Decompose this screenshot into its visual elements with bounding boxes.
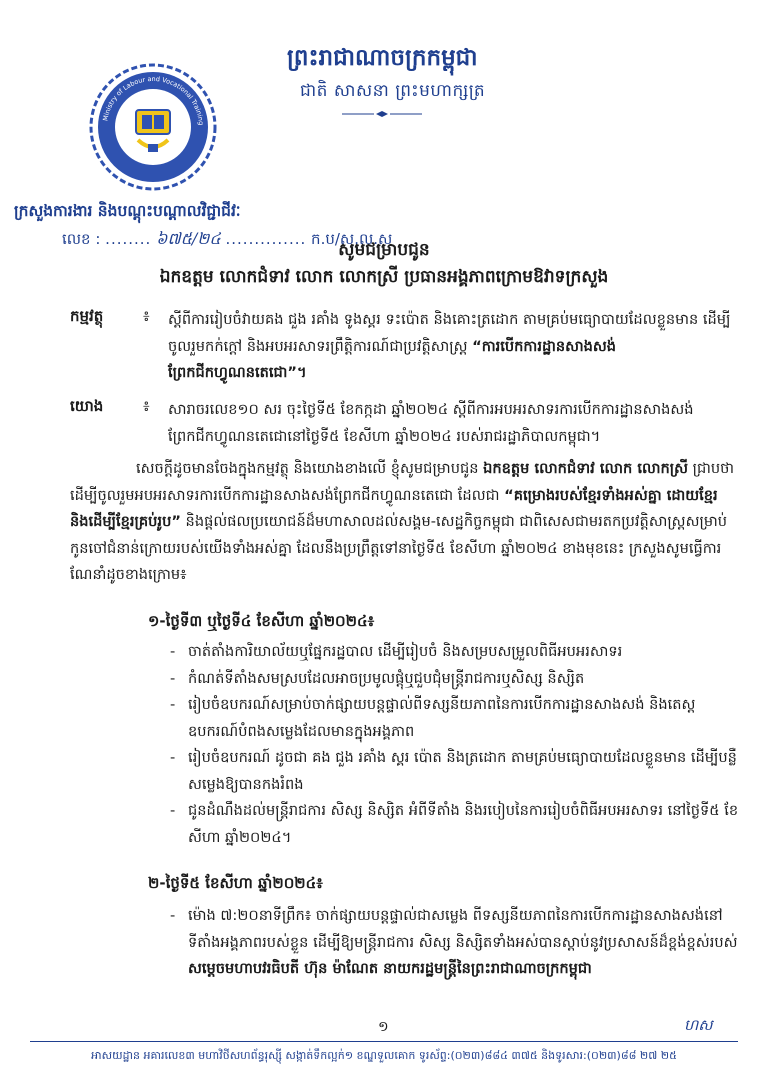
addressees-line: ឯកឧត្តម លោកជំទាវ លោក លោកស្រី ប្រធានអង្គភាពក្រោមឱវាទក្រសួង [159,267,609,287]
list-item-text: កំណត់ទីតាំងសមស្របដែលអាចប្រមូលផ្តុំឬជួបជុំមន្ត្រីរាជការឬសិស្ស និស្សិត [188,669,585,687]
section1-heading: ១-ថ្ងៃទី៣ ឬថ្ងៃទី៤ ខែសីហា ឆ្នាំ២០២៤៖ [148,612,375,630]
dash-bullet: - [170,669,176,687]
dash-bullet: - [170,643,176,660]
subject-text [168,307,738,387]
list-item [170,639,740,666]
section2-item-bold: សម្តេចមហាបវរធិបតី ហ៊ុន ម៉ាណែត នាយករដ្ឋមន្ត្រីនៃព្រះរាជាណាចក្រកម្ពុជា [188,960,592,977]
reference-text: សារាចរលេខ១០ សរ ចុះថ្ងៃទី៥ ខែកក្កដា ឆ្នាំ២០២៤ ស្តីពីការអបអរសាទរការបើកការដ្ឋានសាងសង់ព្រែកជីកហ្វូណនតេជោនៅថ្ងៃទី៥ ខែសីហា ឆ្នាំ២០២៤ របស់រាជរដ្ឋាភិបាលកម្ពុជា។ [168,401,694,445]
body-part-e: និងផ្តល់ផលប្រយោជន៍ដ៏មហាសាលដល់សង្គម-សេដ្ឋកិច្ចកម្ពុជា ជាពិសេសជាមរតកប្រវត្តិសាស្ត្រសម្រាប់កូនចៅជំនាន់ក្រោយរបស់យើងទាំងអស់គ្នា ដែលនឹងប្រព្រឹត្តទៅនាថ្ងៃទី៥ ខែសីហា ឆ្នាំ២០២៤ ខាងមុខនេះ ក្រសួងសូមធ្វើការណែនាំដូចខាងក្រោម៖ [70,513,727,583]
body-part-a: សេចក្តីដូចមានចែងក្នុងកម្មវត្ថុ និងយោងខាងលើ ខ្ញុំសូមជម្រាបជូន [136,460,484,477]
list-item [170,666,740,693]
main-paragraph [70,456,738,589]
dash-bullet: - [170,749,176,766]
reference-number: ៦៧៥/២៤ [156,229,221,248]
salutation-line: សូមជម្រាបជូន [338,240,430,260]
section2-item-text: ម៉ោង ៧:២០នាទីព្រឹក៖ ចាក់ផ្សាយបន្តផ្ទាល់ជាសម្លេង ពីទស្សនីយភាពនៃការបើកការដ្ឋានសាងសង់នៅទីតាំងអង្គភាពរបស់ខ្លួន ដើម្បីឱ្យមន្ត្រីរាជការ សិស្ស និស្សិតទាំងអស់បានស្តាប់នូវប្រសាសន៍ដ៏ខ្ពង់ខ្ពស់របស់ [188,907,738,951]
section1-list [170,639,740,851]
ornament-divider [342,110,422,118]
list-item-text: រៀបចំឧបករណ៍ ដូចជា គង ជួង រគាំង ស្គរ ប៉ោត និងត្រដោក តាមគ្រប់មធ្យោបាយដែលខ្លួនមាន ដើម្បីបន្លឺសម្លេងឱ្យបានកងរំពង [188,749,737,793]
section2-list [170,903,740,983]
handwritten-initial: ហស [684,1016,713,1034]
footer-divider [30,1041,738,1042]
list-item [170,903,740,983]
subject-text-normal: ស្តីពីការរៀបចំវាយគង ជួង រគាំង ទូងស្គរ ទះប៉ោត និងគោះត្រដោក តាមគ្រប់មធ្យោបាយដែលខ្លួនមាន ដើម្បីចូលរួមកក់ក្តៅ និងអបអរសាទរព្រឹត្តិការណ៍ជាប្រវត្តិសាស្ត្រ [168,311,731,355]
subject-colon: ៖ [143,307,150,325]
reference-code: ក.ប/ស.ល.ស [311,230,393,248]
national-motto: ជាតិ សាសនា ព្រះមហាក្សត្រ [300,81,486,101]
reference-colon: ៖ [143,397,150,415]
dash-bullet: - [170,802,176,819]
dash-bullet: - [170,696,176,713]
list-item-text: ជូនដំណឹងដល់មន្ត្រីរាជការ សិស្ស និស្សិត អំពីទីតាំង និងរបៀបនៃការរៀបចំពិធីអបអរសាទរ នៅថ្ងៃទី៥ ខែសីហា ឆ្នាំ២០២៤។ [188,802,739,846]
footer-address: អាសយដ្ឋាន អគារលេខ៣ មហាវិថីសហព័ន្ធរុស្ស៊ី សង្កាត់ទឹកល្អក់១ ខណ្ឌទួលគោក ទូរស័ព្ទ:(០២៣)៨៨៤ ៣៧៥ និងទូរសារ:(០២៣)៨៨ ២៧ ២៥ [91,1049,677,1062]
list-item [170,745,740,798]
page-number: ១ [378,1019,389,1035]
subject-text-bold: “ការបើកការដ្ឋានសាងសង់ព្រែកជីកហ្វូណនតេជោ”។ [168,337,617,381]
list-item-text: ចាត់តាំងការិយាល័យឬផ្នែករដ្ឋបាល ដើម្បីរៀបចំ និងសម្របសម្រួលពិធីអបអរសាទរ [188,643,623,660]
body-part-c: ជ្រាបថា ដើម្បីចូលរួមអបអរសាទរការបើកការដ្ឋានសាងសង់ព្រែកជីកហ្វូណនតេជោ ដែលជា [70,460,735,504]
ministry-logo-seal [88,62,218,192]
list-item [170,692,740,745]
section2-heading: ២-ថ្ងៃទី៥ ខែសីហា ឆ្នាំ២០២៤៖ [148,874,323,892]
body-part-b: ឯកឧត្តម លោកជំទាវ លោក លោកស្រី [483,460,688,477]
body-part-d: “គម្រោងរបស់ខ្មែរទាំងអស់គ្នា ដោយខ្មែរ និងដើម្បីខ្មែរគ្រប់រូប” [70,486,718,530]
reference-number-row: លេខ : ........ ៦៧៥/២៤ .............. ក.ប/ស.ល.ស [62,229,393,248]
logo-ring-text: Ministry of Labour and Vocational Training [101,74,205,126]
dash-bullet: - [170,907,176,924]
reference-label: លេខ : [62,230,101,248]
subject-label: កម្មវត្ថុ [70,307,104,325]
kingdom-title: ព្រះរាជាណាចក្រកម្ពុជា [287,45,478,71]
list-item-text: រៀបចំឧបករណ៍សម្រាប់ចាក់ផ្សាយបន្តផ្ទាល់ពីទស្សនីយភាពនៃការបើកការដ្ឋានសាងសង់ និងតេស្តឧបករណ៍បំពងសម្លេងដែលមានក្នុងអង្គភាព [188,696,696,740]
list-item [170,798,740,851]
reference-label-heading: យោង [70,397,104,415]
ministry-name: ក្រសួងការងារ និងបណ្តុះបណ្តាលវិជ្ជាជីវៈ [14,202,241,220]
